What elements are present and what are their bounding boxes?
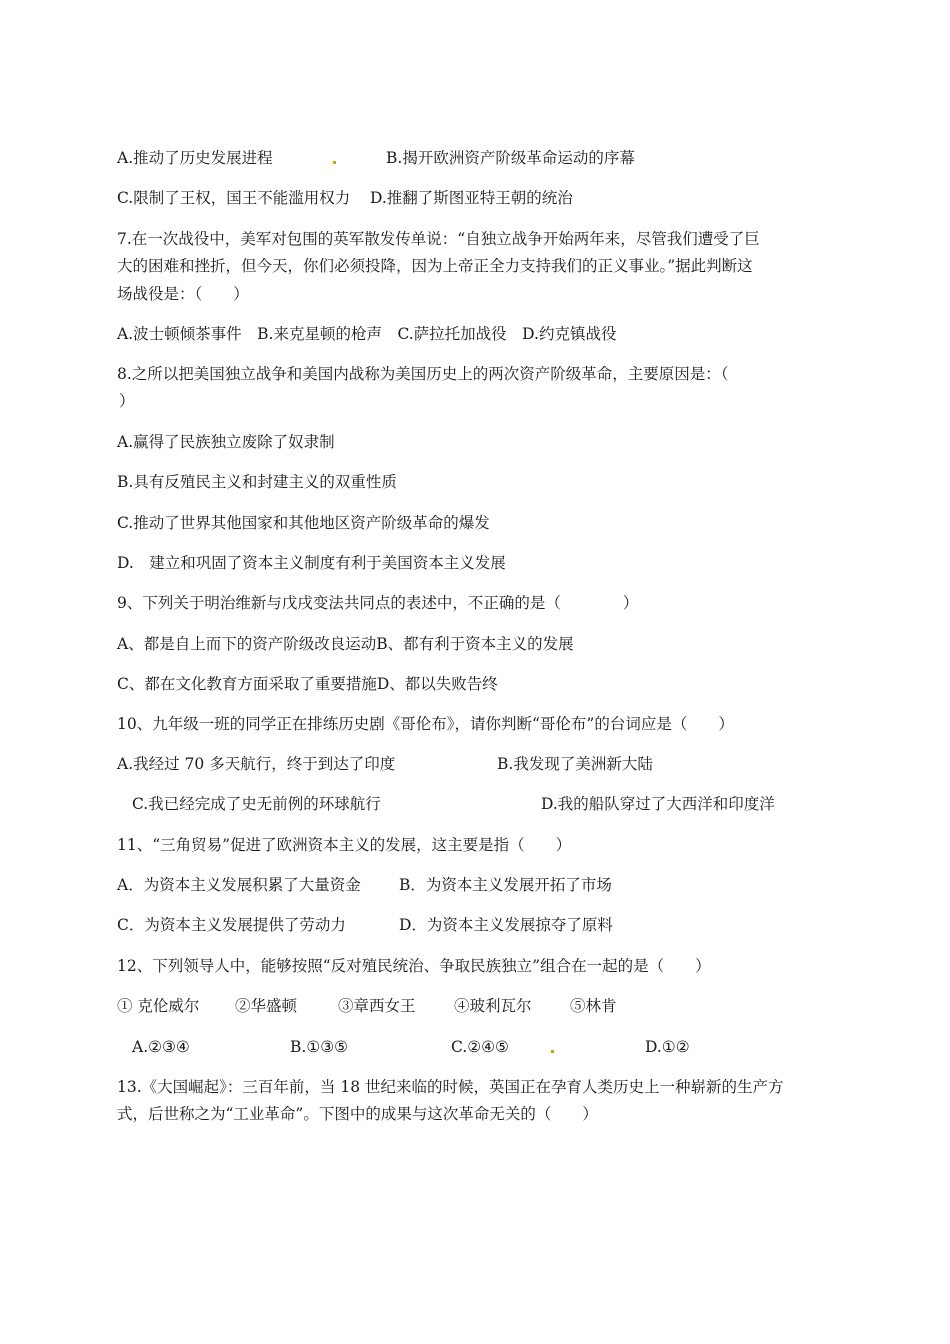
q6-option-a: A.推动了历史发展进程: [117, 149, 273, 167]
q12-stem: 12、下列领导人中，能够按照“反对殖民统治、争取民族独立”组合在一起的是（ ）: [117, 957, 711, 975]
q11-stem: 11、“三角贸易”促进了欧洲资本主义的发展，这主要是指（ ）: [117, 836, 572, 854]
q13-stem-line-1: 13.《大国崛起》：三百年前，当 18 世纪来临的时候，英国正在孕育人类历史上一种崭新的生产方: [117, 1078, 784, 1096]
q12-option-b: B.①③⑤: [290, 1038, 349, 1056]
q10-option-d: D.我的船队穿过了大西洋和印度洋: [541, 795, 775, 813]
q8-option-b: B.具有反殖民主义和封建主义的双重性质: [117, 473, 397, 491]
q8-option-d: D. 建立和巩固了资本主义制度有利于美国资本主义发展: [117, 554, 506, 572]
q8-option-a: A.赢得了民族独立废除了奴隶制: [117, 433, 335, 451]
q7-stem-line-2: 大的困难和挫折，但今天，你们必须投降，因为上帝正全力支持我们的正义事业。”据此判断这: [117, 257, 753, 275]
q8-stem-line-2: ）: [119, 392, 135, 410]
q11-option-b: B．为资本主义发展开拓了市场: [399, 876, 612, 894]
q9-stem: 9、下列关于明治维新与戊戌变法共同点的表述中，不正确的是（ ）: [117, 594, 639, 612]
q8-option-c: C.推动了世界其他国家和其他地区资产阶级革命的爆发: [117, 514, 490, 532]
q9-options-cd: C、都在文化教育方面采取了重要措施D、都以失败告终: [117, 675, 498, 693]
q10-stem: 10、九年级一班的同学正在排练历史剧《哥伦布》，请你判断“哥伦布”的台词应是（ ）: [117, 715, 734, 733]
stray-mark-dot: [333, 161, 336, 164]
q9-options-ab: A、都是自上而下的资产阶级改良运动B、都有利于资本主义的发展: [117, 635, 574, 653]
q10-option-a: A.我经过 70 多天航行，终于到达了印度: [117, 755, 396, 773]
q10-option-c: C.我已经完成了史无前例的环球航行: [132, 795, 381, 813]
q7-stem-line-1: 7.在一次战役中，美军对包围的英军散发传单说：“自独立战争开始两年来，尽管我们遭受了巨: [117, 230, 760, 248]
q12-item-4: ④玻利瓦尔: [454, 997, 532, 1015]
q6-option-b: B.揭开欧洲资产阶级革命运动的序幕: [386, 149, 635, 167]
q12-item-5: ⑤林肯: [570, 997, 617, 1015]
q12-option-d: D.①②: [645, 1038, 690, 1056]
q8-stem-line-1: 8.之所以把美国独立战争和美国内战称为美国历史上的两次资产阶级革命，主要原因是：（: [117, 365, 729, 383]
q7-stem-line-3: 场战役是：（ ）: [117, 285, 249, 303]
q11-option-d: D．为资本主义发展掠夺了原料: [399, 916, 613, 934]
q12-option-a: A.②③④: [132, 1038, 190, 1056]
q11-option-c: C．为资本主义发展提供了劳动力: [117, 916, 346, 934]
q7-options: A.波士顿倾茶事件 B.来克星顿的枪声 C.萨拉托加战役 D.约克镇战役: [117, 325, 617, 343]
q11-option-a: A．为资本主义发展积累了大量资金: [117, 876, 361, 894]
q6-option-d: D.推翻了斯图亚特王朝的统治: [370, 189, 573, 207]
q10-option-b: B.我发现了美洲新大陆: [497, 755, 653, 773]
q12-item-1: ① 克伦威尔: [117, 997, 200, 1015]
q12-item-3: ③章西女王: [338, 997, 416, 1015]
q12-option-c: C.②④⑤: [451, 1038, 509, 1056]
q13-stem-line-2: 式，后世称之为“工业革命”。下图中的成果与这次革命无关的（ ）: [117, 1105, 598, 1123]
q6-option-c: C.限制了王权，国王不能滥用权力: [117, 189, 351, 207]
stray-mark-dot: [551, 1050, 554, 1053]
q12-item-2: ②华盛顿: [235, 997, 298, 1015]
